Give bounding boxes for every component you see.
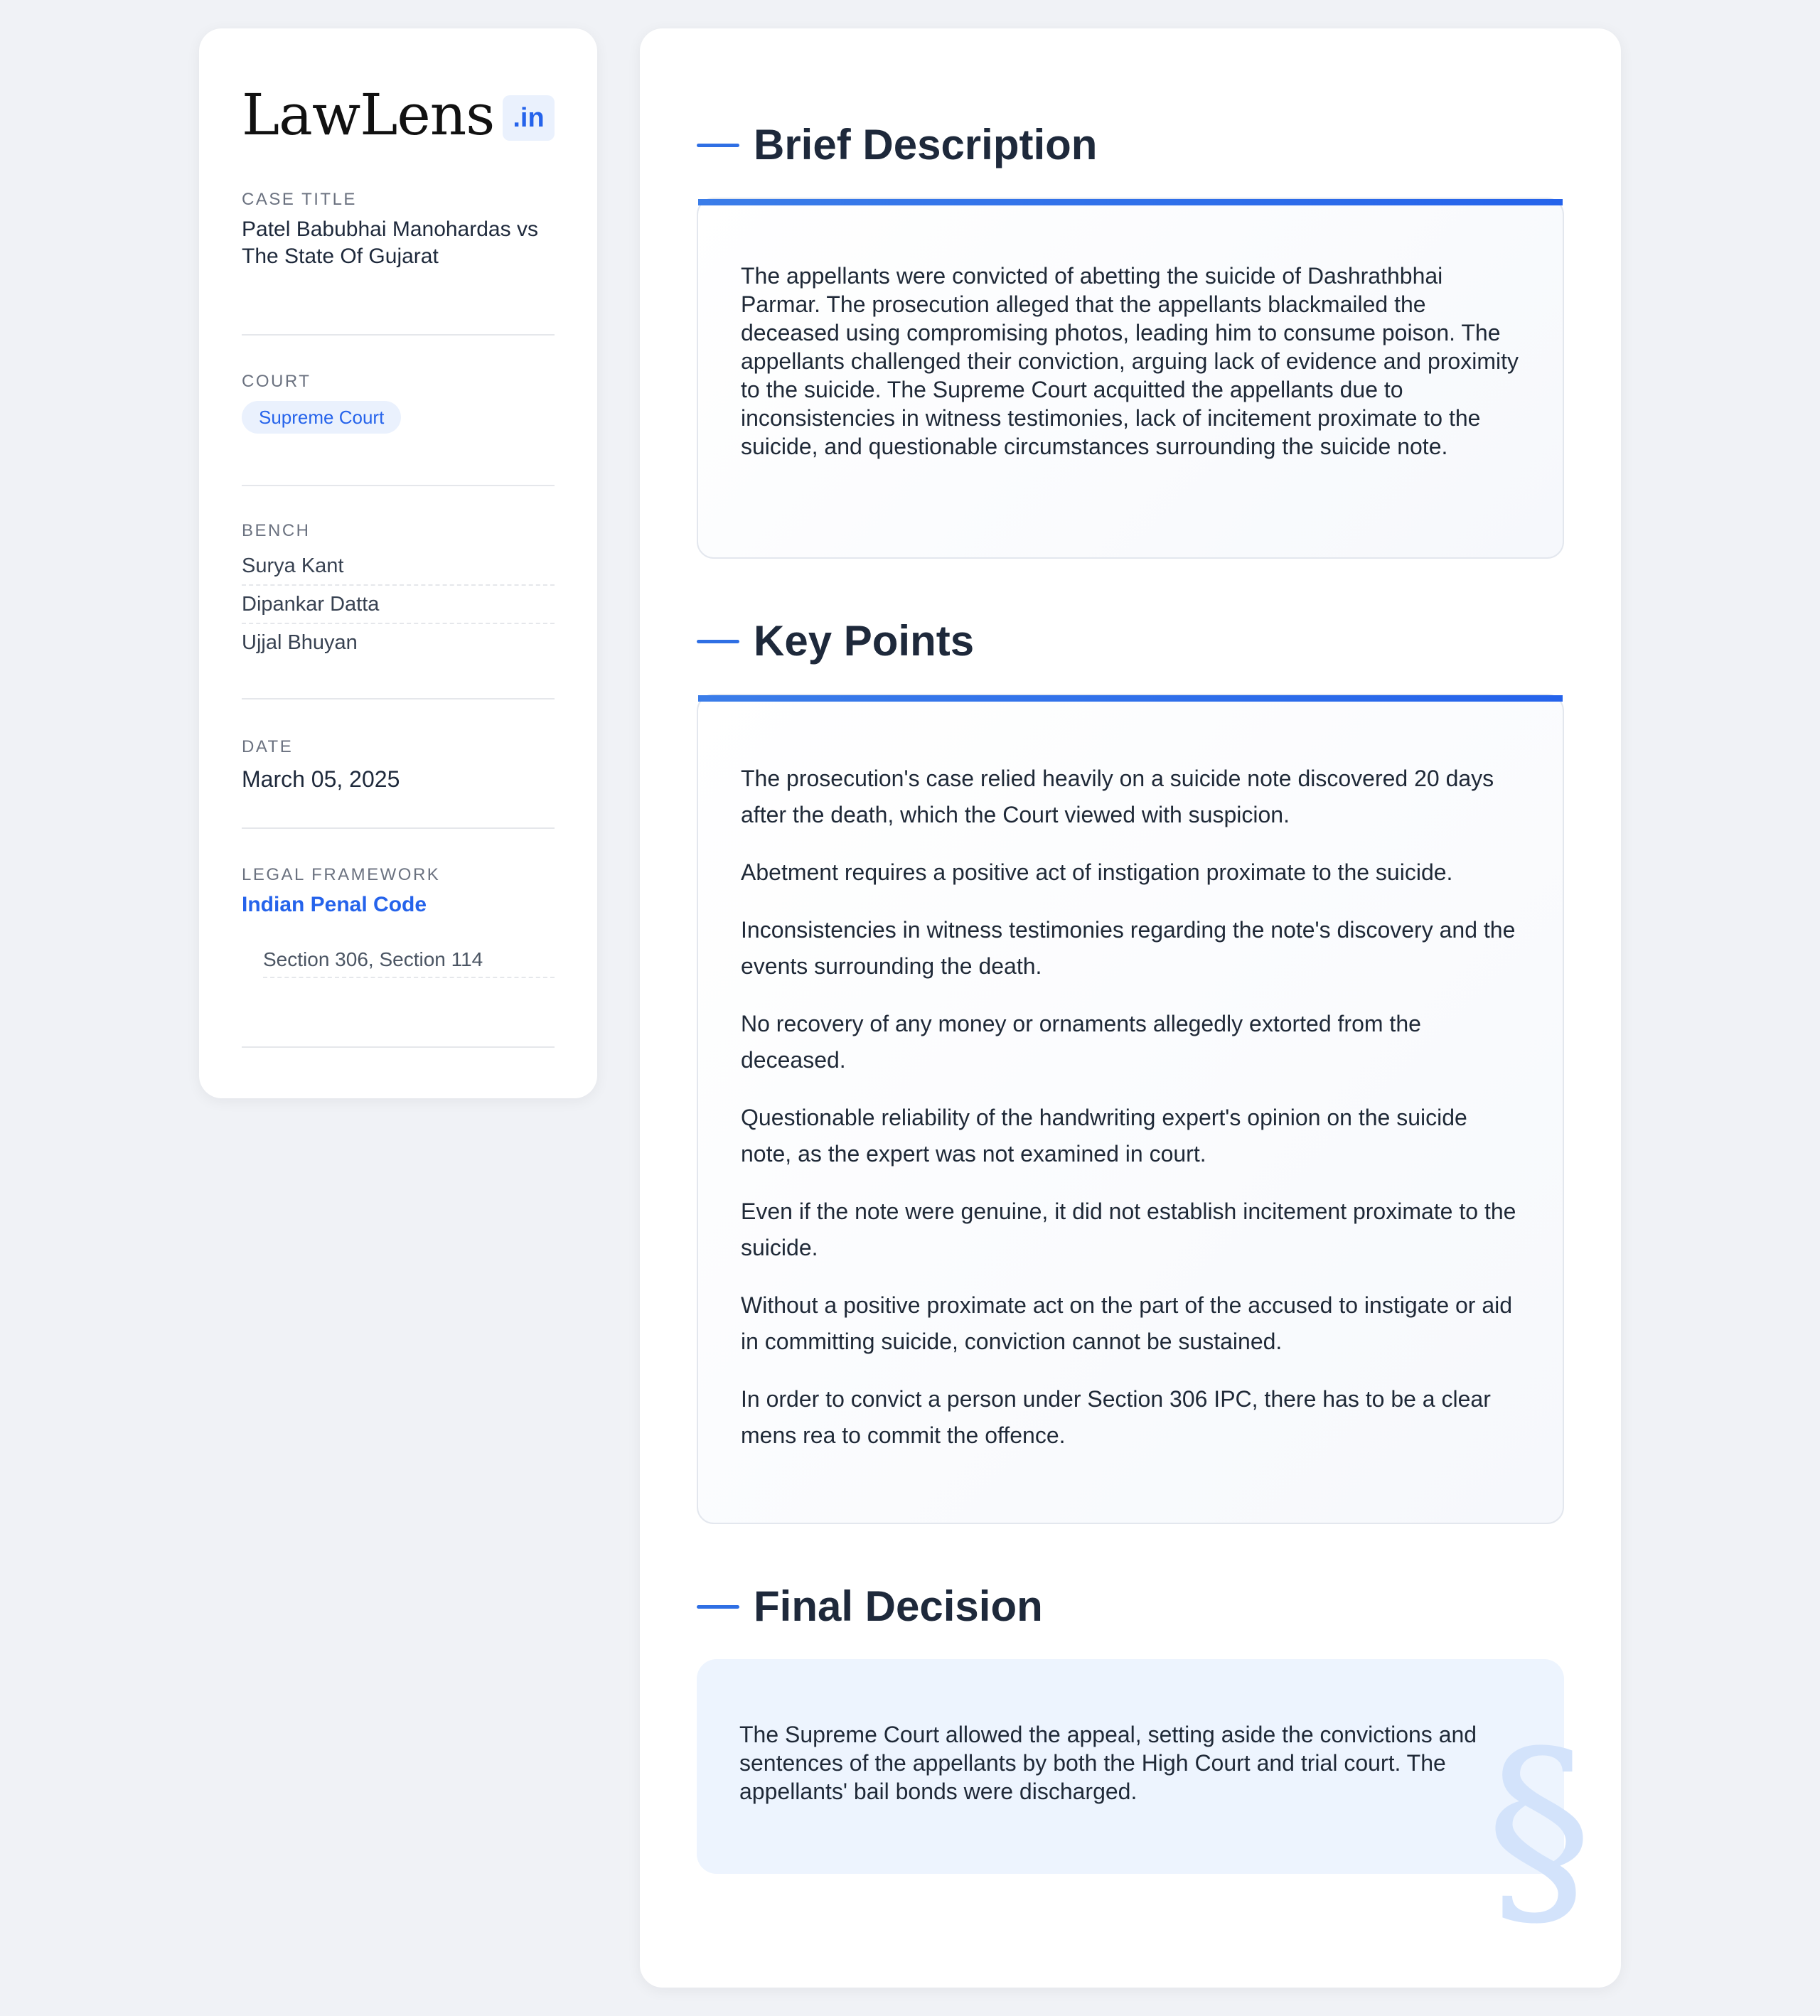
framework-sections: Section 306, Section 114 [263, 943, 555, 978]
brief-heading [697, 119, 1097, 171]
decision-text: The Supreme Court allowed the appeal, setting aside the convictions and sentences of the appellants by both the High Court and trial court. The appellants' bail bonds were discharged. [739, 1722, 1477, 1804]
framework-label: LEGAL FRAMEWORK [242, 865, 441, 884]
brief-card [697, 198, 1564, 559]
decision-card [697, 1659, 1592, 1953]
key-point: In order to convict a person under Section 306 IPC, there has to be a clear mens rea to commit the offence. [741, 1386, 1491, 1448]
bench-section [242, 493, 555, 699]
key-point: Even if the note were genuine, it did not establish incitement proximate to the suicide. [741, 1199, 1516, 1260]
key-point: Inconsistencies in witness testimonies regarding the note's discovery and the events surrounding the death. [741, 917, 1516, 979]
bench-judge: Ujjal Bhuyan [242, 631, 358, 654]
decision-heading [697, 1581, 1043, 1632]
date-section [242, 709, 555, 829]
key-points-list [741, 761, 1523, 1475]
key-point: Without a positive proximate act on the part of the accused to instigate or aid in committing suicide, conviction cannot be sustained. [741, 1292, 1513, 1354]
key-point: Abetment requires a positive act of instigation proximate to the suicide. [741, 859, 1453, 885]
section-mark-icon: § [1486, 1705, 1592, 1953]
key-point: No recovery of any money or ornaments allegedly extorted from the deceased. [741, 1011, 1421, 1073]
court-section [242, 344, 555, 486]
key-points-heading [697, 616, 974, 667]
key-point: The prosecution's case relied heavily on a suicide note discovered 20 days after the death, which the Court viewed with suspicion. [741, 766, 1494, 827]
case-title-section [242, 189, 555, 336]
case-title-label: CASE TITLE [242, 190, 357, 209]
framework-link[interactable]: Indian Penal Code [242, 893, 427, 916]
brief-text: The appellants were convicted of abetting the suicide of Dashrathbhai Parmar. The prosecution alleged that the appellants blackmailed the deceased using compromising photos, leading him to consume poison. The appellants challenged their conviction, arguing lack of evidence and proximity to the suicide. The Supreme Court acquitted the appellants due to inconsistencies in witness testimonies, lack of incitement proximate to the suicide, and questionable circumstances surrounding the suicide note. [741, 263, 1519, 459]
framework-section [242, 837, 555, 1048]
key-points-card [697, 694, 1564, 1524]
brand-logo[interactable] [242, 80, 555, 151]
case-title: Patel Babubhai Manohardas vs The State Of Gujarat [242, 218, 538, 268]
heading-dash [697, 1605, 739, 1609]
decision-date: March 05, 2025 [242, 766, 400, 792]
bench-list [242, 547, 555, 661]
court-label: COURT [242, 372, 311, 391]
key-points-title: Key Points [754, 617, 975, 665]
key-point: Questionable reliability of the handwriting expert's opinion on the suicide note, as the expert was not examined in court. [741, 1105, 1467, 1167]
court-chip[interactable]: Supreme Court [242, 401, 401, 434]
brief-title: Brief Description [754, 121, 1098, 168]
heading-dash [697, 144, 739, 147]
decision-title: Final Decision [754, 1582, 1043, 1630]
date-label: DATE [242, 737, 294, 756]
case-summary-panel [640, 28, 1621, 1988]
brand-name: LawLens [242, 82, 495, 148]
card-accent-bar [698, 695, 1563, 702]
bench-judge: Surya Kant [242, 547, 555, 586]
case-sidebar [199, 28, 597, 1098]
bench-judge: Dipankar Datta [242, 586, 555, 624]
bench-label: BENCH [242, 521, 311, 540]
card-accent-bar [698, 199, 1563, 205]
heading-dash [697, 640, 739, 643]
domain-badge: .in [503, 95, 554, 141]
